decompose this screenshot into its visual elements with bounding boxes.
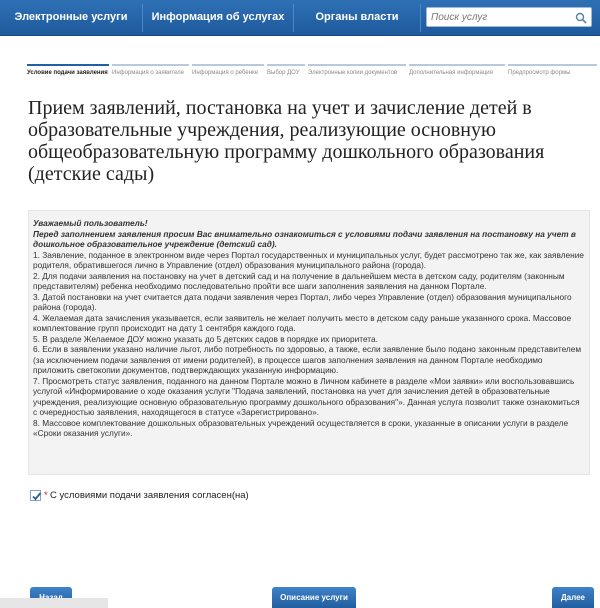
notice-paragraph: 6. Если в заявлении указано наличие льгот, либо потребность по здоровью, а также, если заявление было подано законным представителем (за исключением подачи заявления от имени родителей), в процессе шагов заполнения заявления на данном Портале необходимо приложить светокопии документов, подтверждающих указанную информацию. bbox=[33, 344, 582, 375]
checkmark-icon bbox=[31, 491, 42, 502]
step-electronic-copies[interactable] bbox=[308, 64, 406, 88]
agreement-checkbox[interactable] bbox=[30, 490, 41, 501]
step-label: Выбор ДОУ bbox=[267, 70, 300, 76]
step-label: Условие подачи заявления bbox=[27, 70, 108, 76]
notice-greeting: Уважаемый пользователь! bbox=[33, 218, 148, 228]
notice-paragraph: 7. Просмотреть статус заявления, поданного на данном Портале можно в Личном кабинете в разделе «Мои заявки» или воспользовавшись услугой «Информирование о ходе оказания услуги "Подача заявлений, постановка на учет для зачисления детей в образовательные учреждения, реализующие основную образовательную программу дошкольного образования"». Данная услуга позволит также ознакомиться с очередностью заявления, находящегося в статусе «Зарегистрировано». bbox=[33, 375, 580, 417]
search-box bbox=[426, 7, 592, 27]
step-label: Дополнительная информация bbox=[409, 70, 493, 76]
step-label: Информация о заявителе bbox=[112, 70, 184, 76]
step-form-preview[interactable] bbox=[508, 64, 597, 88]
nav-electronic-services[interactable]: Электронные услуги bbox=[14, 11, 128, 23]
step-label: Электронные копии документов bbox=[308, 70, 398, 76]
step-choose-school[interactable] bbox=[267, 64, 305, 88]
step-label: Информация о ребенке bbox=[192, 70, 259, 76]
horizontal-scrollbar[interactable] bbox=[0, 598, 108, 608]
step-label: Предпросмотр формы bbox=[508, 70, 571, 76]
service-description-button[interactable]: Описание услуги bbox=[272, 587, 356, 608]
notice-paragraph: 5. В разделе Желаемое ДОУ можно указать до 5 детских садов в порядке их приоритета. bbox=[33, 333, 378, 344]
nav-services-info[interactable]: Информация об услугах bbox=[151, 11, 285, 23]
step-child-info[interactable] bbox=[192, 64, 264, 88]
conditions-notice bbox=[28, 210, 590, 475]
nav-separator bbox=[420, 4, 421, 32]
agreement-label[interactable]: С условиями подачи заявления согласен(на) bbox=[50, 490, 249, 501]
notice-paragraph: 8. Массовое комплектование дошкольных образовательных учреждений осуществляется в сроки, указанные в описании услуги в разделе «Сроки оказания услуги». bbox=[33, 417, 569, 438]
wizard-steps bbox=[27, 64, 597, 88]
notice-paragraph: 3. Датой постановки на учет считается дата подачи заявления через Портал, либо через Управление (отдел) образования муниципального района (города). bbox=[33, 291, 572, 312]
top-navigation bbox=[0, 0, 600, 36]
notice-paragraph: 2. Для подачи заявления на постановку на учет в детский сад и на получение в дальнейшем места в детском саду, родителям (законным представителям) ребенка необходимо последовательно пройти все шаги заполнения заявления на данном Портале. bbox=[33, 270, 565, 291]
step-conditions[interactable] bbox=[27, 64, 109, 88]
notice-intro: Перед заполнением заявления просим Вас внимательно ознакомиться с условиями подачи заявления на постановку на учет в дошкольное образовательное учреждение (детский сад). bbox=[33, 228, 576, 249]
search-icon[interactable] bbox=[575, 11, 587, 23]
page-title: Прием заявлений, постановка на учет и зачисление детей в образовательные учреждения, реализующие основную общеобразовательную программу дошкольного образования (детские сады) bbox=[28, 97, 545, 185]
required-mark: * bbox=[44, 490, 48, 501]
next-button[interactable]: Далее bbox=[552, 587, 594, 608]
nav-authorities[interactable]: Органы власти bbox=[315, 11, 399, 23]
step-additional-info[interactable] bbox=[409, 64, 505, 88]
notice-paragraph: 1. Заявление, поданное в электронном виде через Портал государственных и муниципальных услуг, будет рассмотрено так же, как заявление родителя, обратившегося лично в Управление (отдел) образования муниципального района (города). bbox=[33, 249, 584, 270]
step-applicant-info[interactable] bbox=[112, 64, 189, 88]
search-input[interactable] bbox=[431, 10, 571, 24]
notice-paragraph: 4. Желаемая дата зачисления указывается, если заявитель не желает получить место в детском саду раньше указанного срока. Массовое комплектование групп происходит на дату 1 сентября каждого года. bbox=[33, 312, 572, 333]
